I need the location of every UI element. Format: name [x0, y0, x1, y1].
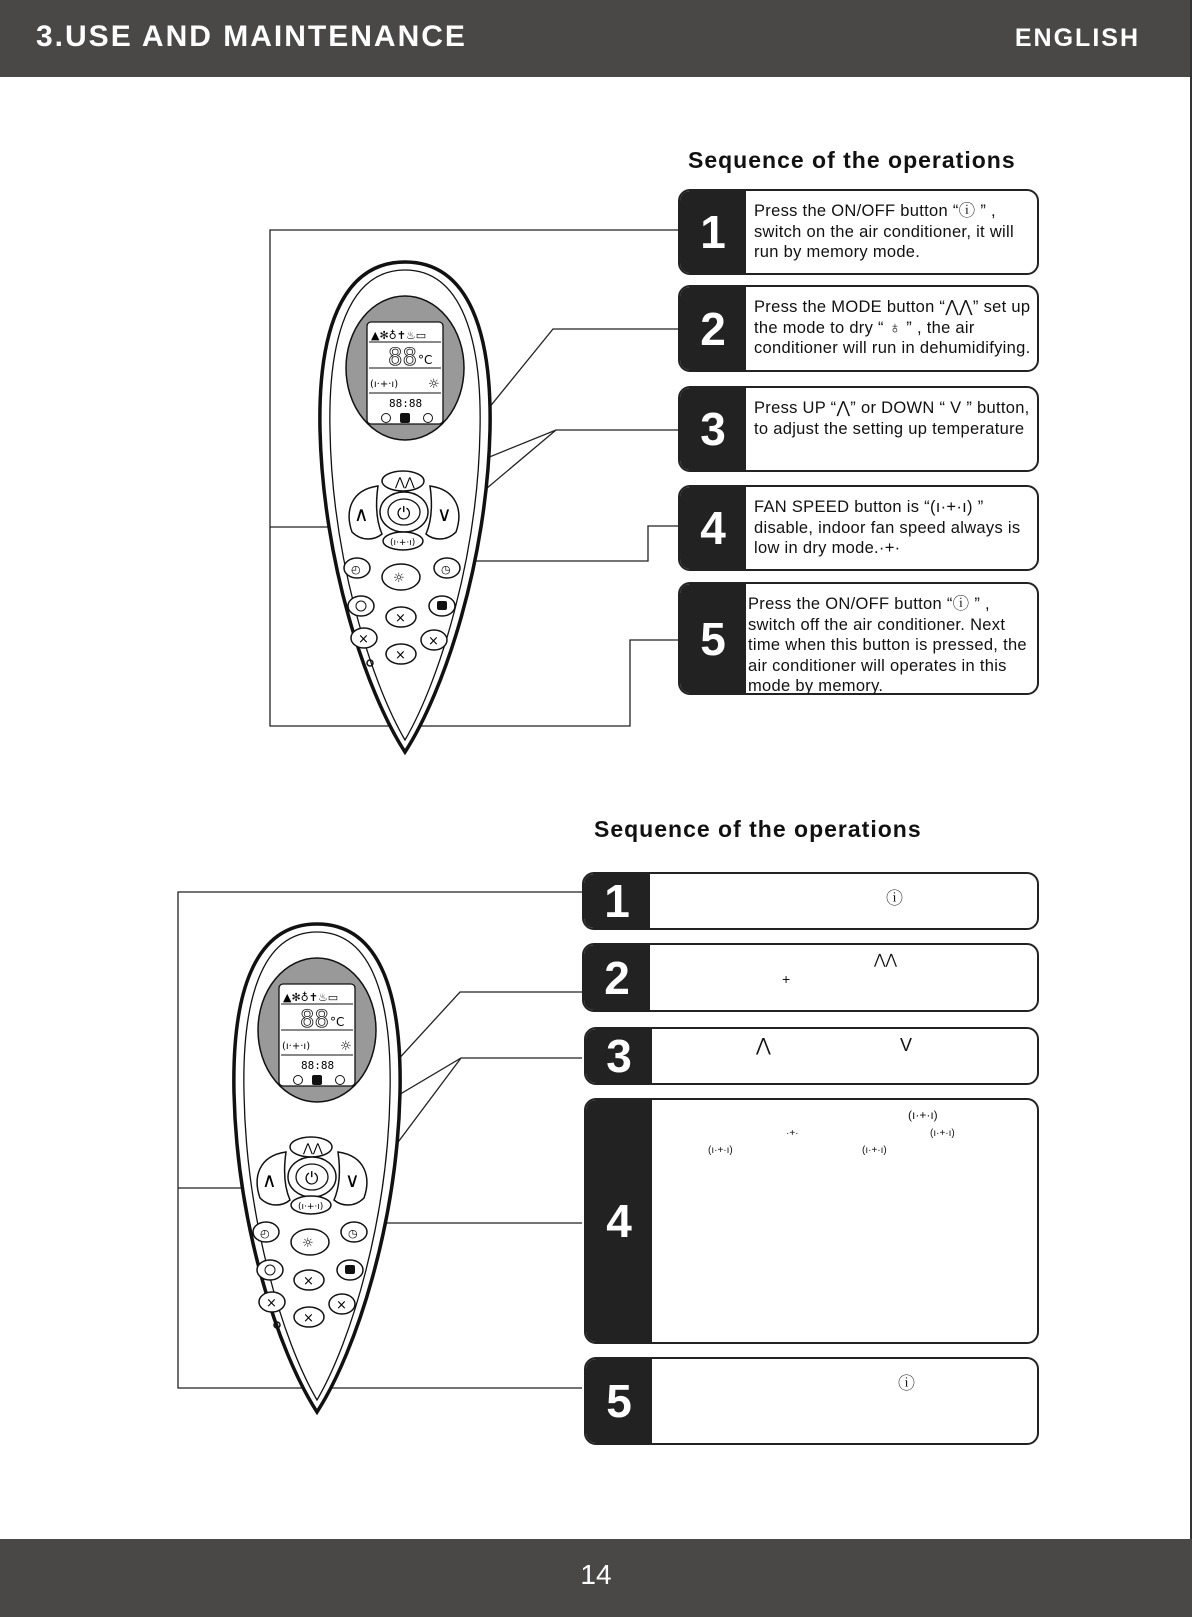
svg-text:×: × — [303, 1311, 314, 1326]
display-unit: °C — [418, 353, 433, 367]
step-number: 2 — [680, 287, 746, 370]
step-number: 1 — [680, 191, 746, 273]
mode-icon: ⋀⋀ — [874, 951, 897, 967]
page-footer — [0, 1539, 1192, 1617]
step-4-box-empty — [584, 1098, 1039, 1344]
section-title: 3.USE AND MAINTENANCE — [36, 20, 467, 53]
svg-text:☼: ☼ — [428, 377, 440, 392]
svg-text:∨: ∨ — [437, 502, 452, 526]
step-number: 1 — [584, 874, 650, 928]
svg-text:×: × — [395, 611, 406, 626]
display-temp: 88 — [300, 1005, 329, 1033]
svg-text:×: × — [358, 632, 369, 647]
step-number: 3 — [680, 388, 746, 470]
svg-text:◷: ◷ — [441, 563, 451, 576]
step-text: Press the MODE button “⋀⋀” set up the mode to dry “ ♁ ” , the air conditioner will run in dehumidifying. — [754, 298, 1031, 357]
svg-text:☼: ☼ — [302, 1236, 314, 1251]
step-number: 3 — [586, 1029, 652, 1083]
up-icon: ⋀ — [756, 1035, 771, 1055]
power-icon: ⓘ — [898, 1374, 915, 1393]
svg-text:(ı·+·ı): (ı·+·ı) — [298, 1202, 324, 1212]
down-icon: V — [900, 1035, 913, 1055]
step-text: Press the ON/OFF button “ⓘ ” , switch off the air conditioner. Next time when this button is pressed, the air conditioner will operates in this mode by memory. — [748, 595, 1027, 695]
fan-speed-icon: (ı·+·ı) — [708, 1145, 733, 1156]
step-text: Press the ON/OFF button “ⓘ ” , switch on the air conditioner, it will run by memory mode. — [754, 202, 1014, 261]
power-icon: ⓘ — [886, 889, 903, 908]
display-clock: 88:88 — [389, 397, 423, 410]
sequence-title-1: Sequence of the operations — [688, 147, 1016, 173]
sequence-title-2: Sequence of the operations — [594, 816, 922, 842]
svg-text:∧: ∧ — [354, 502, 369, 526]
dry-icon: + — [782, 971, 791, 987]
fan-speed-icon: (ı·+·ı) — [930, 1128, 955, 1139]
svg-text:(ı·+·ı): (ı·+·ı) — [282, 1041, 311, 1052]
fan-low-icon: ·+· — [786, 1128, 799, 1139]
step-number: 2 — [584, 945, 650, 1010]
step-1-box-empty — [582, 872, 1039, 930]
step-3-box-empty — [584, 1027, 1039, 1085]
svg-text:⏻: ⏻ — [397, 504, 411, 524]
fan-speed-icon: (ı·+·ı) — [908, 1108, 938, 1122]
step-number: 5 — [586, 1359, 652, 1443]
display-clock: 88:88 — [301, 1059, 335, 1072]
step-number: 4 — [680, 487, 746, 569]
svg-text:×: × — [303, 1274, 314, 1289]
svg-text:(ı·+·ı): (ı·+·ı) — [390, 538, 416, 548]
svg-text:⋀⋀: ⋀⋀ — [395, 475, 415, 489]
step-number: 5 — [680, 584, 746, 693]
svg-text:▲✻♁✝♨▭: ▲✻♁✝♨▭ — [371, 329, 427, 342]
svg-text:⏻: ⏻ — [305, 1169, 319, 1189]
step-text: Press UP “⋀” or DOWN “ V ” button, to adjust the setting up temperature — [754, 399, 1030, 438]
svg-text:×: × — [428, 634, 439, 649]
page-number: 14 — [580, 1559, 612, 1590]
step-number: 4 — [586, 1100, 652, 1342]
display-unit: °C — [330, 1015, 345, 1029]
svg-text:▲✻♁✝♨▭: ▲✻♁✝♨▭ — [283, 991, 339, 1004]
svg-text:∨: ∨ — [345, 1168, 360, 1192]
svg-text:☼: ☼ — [393, 571, 405, 586]
step-5-box-empty — [584, 1357, 1039, 1445]
svg-text:(ı·+·ı): (ı·+·ı) — [370, 379, 399, 390]
display-temp: 88 — [388, 343, 417, 371]
step-2-box-empty — [582, 943, 1039, 1012]
svg-text:∧: ∧ — [262, 1168, 277, 1192]
svg-text:⋀⋀: ⋀⋀ — [303, 1141, 323, 1155]
svg-text:×: × — [336, 1298, 347, 1313]
fan-speed-icon: (ı·+·ı) — [862, 1145, 887, 1156]
svg-text:×: × — [395, 648, 406, 663]
svg-text:◴: ◴ — [260, 1227, 270, 1240]
svg-text:◴: ◴ — [351, 563, 361, 576]
svg-text:☼: ☼ — [340, 1039, 352, 1054]
svg-text:×: × — [266, 1296, 277, 1311]
step-text: FAN SPEED button is “(ı·+·ı) ” disable, indoor fan speed always is low in dry mode.·+· — [754, 498, 1021, 557]
language-label: ENGLISH — [1014, 24, 1140, 52]
svg-text:◷: ◷ — [348, 1227, 358, 1240]
